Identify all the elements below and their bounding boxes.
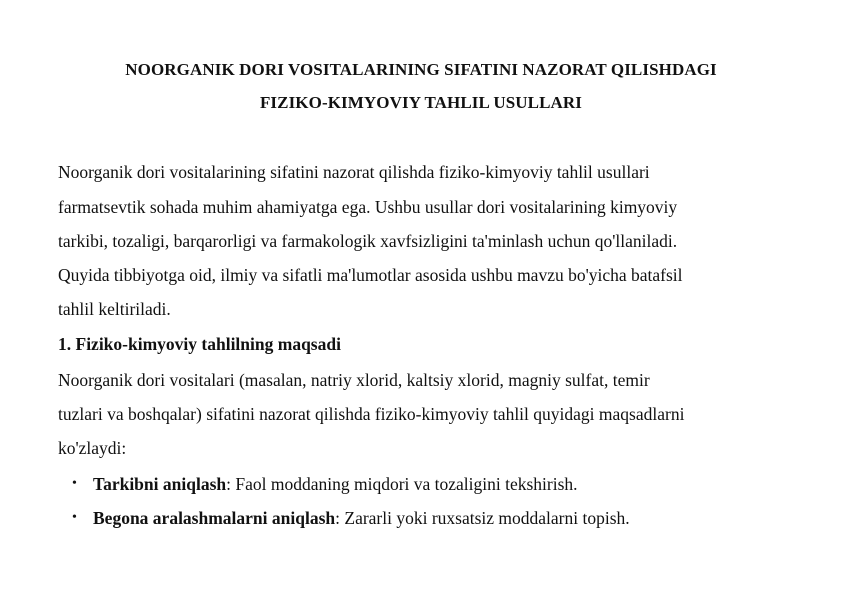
bullet-item-text	[93, 507, 630, 529]
bullet-marker: •	[72, 510, 77, 525]
bullet-term: Tarkibni aniqlash	[93, 474, 227, 494]
section-1-line-3: ko'zlaydi:	[58, 438, 127, 458]
intro-line-4: Quyida tibbiyotga oid, ilmiy va sifatli ma'lumotlar asosida ushbu mavzu bo'yicha batafsil	[58, 265, 683, 285]
bullet-term: Begona aralashmalarni aniqlash	[93, 508, 336, 528]
bullet-description: : Zararli yoki ruxsatsiz moddalarni topish.	[335, 508, 630, 528]
bullet-description: : Faol moddaning miqdori va tozaligini tekshirish.	[226, 474, 578, 494]
document-title-line-1: NOORGANIK DORI VOSITALARINING SIFATINI NAZORAT QILISHDAGI	[125, 60, 717, 79]
section-1-line-1: Noorganik dori vositalari (masalan, natriy xlorid, kaltsiy xlorid, magniy sulfat, temir	[58, 370, 650, 390]
intro-line-2: farmatsevtik sohada muhim ahamiyatga ega. Ushbu usullar dori vositalarining kimyoviy	[58, 197, 678, 217]
bullet-marker: •	[72, 476, 77, 491]
intro-line-5: tahlil keltiriladi.	[58, 299, 171, 319]
bullet-item-text	[93, 473, 578, 495]
document-title-line-2: FIZIKO-KIMYOVIY TAHLIL USULLARI	[259, 93, 583, 112]
section-1-line-2: tuzlari va boshqalar) sifatini nazorat qilishda fiziko-kimyoviy tahlil quyidagi maqsadlarni	[58, 404, 685, 424]
intro-line-3: tarkibi, tozaligi, barqarorligi va farmakologik xavfsizligini ta'minlash uchun qo'llaniladi.	[58, 231, 678, 251]
intro-line-1: Noorganik dori vositalarining sifatini nazorat qilishda fiziko-kimyoviy tahlil usullari	[58, 162, 650, 182]
section-1-heading: 1. Fiziko-kimyoviy tahlilning maqsadi	[58, 334, 341, 354]
